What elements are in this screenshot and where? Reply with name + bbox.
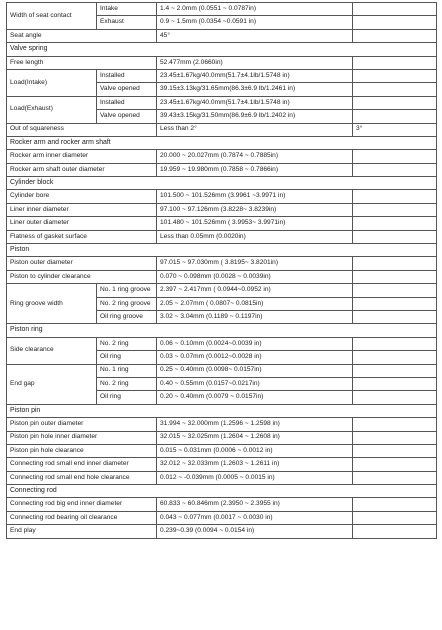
item-cell: Piston pin outer diameter [7,418,157,431]
value-cell: 97.015 ~ 97.030mm ( 3.8195~ 3.8201in) [157,257,353,270]
sub-item-cell: Installed [97,69,157,82]
value-cell: 39.15±3.13kg/31.65mm(86.3±6.9 lb/1.2461 in) [157,83,353,96]
limit-cell [353,83,437,96]
item-cell: Piston pin hole inner diameter [7,431,157,444]
section-header: Piston [7,244,437,257]
value-cell: 0.043 ~ 0.077mm (0.0017 ~ 0.0030 in) [157,511,353,524]
value-cell: 1.4 ~ 2.0mm (0.0551 ~ 0.0787in) [157,3,353,16]
limit-cell [353,525,437,538]
limit-cell [353,56,437,69]
item-cell: Flatness of gasket surface [7,230,157,243]
table-row [7,257,437,270]
item-cell: Width of seat contact [7,3,97,30]
table-row [7,498,437,511]
limit-cell [353,310,437,323]
limit-cell [353,391,437,404]
limit-cell [353,444,437,457]
limit-cell [353,377,437,390]
value-cell: 101.500 ~ 101.526mm (3.9961 ~3.9971 in) [157,190,353,203]
section-header: Piston ring [7,324,437,337]
value-cell: Less than 2° [157,123,353,136]
table-row [7,217,437,230]
table-row [7,444,437,457]
table-row [7,364,437,377]
sub-item-cell: No. 1 ring [97,364,157,377]
table-row [7,230,437,243]
section-header-row [7,485,437,498]
section-header-row [7,43,437,56]
table-row [7,471,437,484]
section-header: Piston pin [7,404,437,417]
section-header-row [7,177,437,190]
sub-item-cell: Oil ring [97,351,157,364]
sub-item-cell: No. 2 ring [97,377,157,390]
value-cell: 52.477mm (2.0660in) [157,56,353,69]
table-row [7,123,437,136]
value-cell: 39.43±3.15kg/31.50mm(86.9±6.9 lb/1.2402 in) [157,110,353,123]
section-header-row [7,136,437,149]
table-row [7,511,437,524]
table-row [7,270,437,283]
item-cell: Free length [7,56,157,69]
section-header: Valve spring [7,43,437,56]
value-cell: 101.480 ~ 101.526mm ( 3.9953~ 3.9971in) [157,217,353,230]
value-cell: 32.015 ~ 32.025mm (1.2604 ~ 1.2608 in) [157,431,353,444]
item-cell: Seat angle [7,29,157,42]
limit-cell [353,217,437,230]
item-cell: Ring groove width [7,284,97,324]
limit-cell [353,511,437,524]
table-row [7,203,437,216]
sub-item-cell: Installed [97,96,157,109]
table-row [7,284,437,297]
item-cell: End gap [7,364,97,404]
limit-cell [353,351,437,364]
item-cell: Connecting rod big end inner diameter [7,498,157,511]
item-cell: End play [7,525,157,538]
limit-cell [353,150,437,163]
value-cell: 23.45±1.67kg/40.0mm(51.7±4.1lb/1.5748 in) [157,69,353,82]
limit-cell [353,297,437,310]
limit-cell [353,3,437,16]
value-cell: 20.000 ~ 20.027mm (0.7874 ~ 0.7885in) [157,150,353,163]
item-cell: Cylinder bore [7,190,157,203]
limit-cell [353,257,437,270]
value-cell: 97.100 ~ 97.126mm (3.8228~ 3.8239in) [157,203,353,216]
item-cell: Load(Intake) [7,69,97,96]
limit-cell [353,16,437,29]
value-cell: 60.833 ~ 60.846mm (2.3950 ~ 2.3955 in) [157,498,353,511]
item-cell: Piston to cylinder clearance [7,270,157,283]
sub-item-cell: Oil ring groove [97,310,157,323]
table-row [7,163,437,176]
table-row [7,418,437,431]
sub-item-cell: Valve opened [97,110,157,123]
sub-item-cell: Valve opened [97,83,157,96]
specification-table [6,2,437,539]
item-cell: Piston pin hole clearance [7,444,157,457]
table-row [7,29,437,42]
limit-cell [353,471,437,484]
limit-cell [353,29,437,42]
sub-item-cell: No. 2 ring groove [97,297,157,310]
item-cell: Side clearance [7,337,97,364]
value-cell: 31.994 ~ 32.000mm (1.2596 ~ 1.2598 in) [157,418,353,431]
value-cell: 0.9 ~ 1.5mm (0.0354 ~0.0591 in) [157,16,353,29]
limit-cell [353,190,437,203]
section-header-row [7,324,437,337]
value-cell: 32.012 ~ 32.033mm (1.2603 ~ 1.2611 in) [157,458,353,471]
limit-cell [353,364,437,377]
section-header-row [7,404,437,417]
table-row [7,458,437,471]
table-row [7,190,437,203]
table-row [7,525,437,538]
limit-cell [353,110,437,123]
limit-cell: 3° [353,123,437,136]
limit-cell [353,337,437,350]
value-cell: 19.959 ~ 19.980mm (0.7858 ~ 0.7866in) [157,163,353,176]
section-header: Cylinder block [7,177,437,190]
section-header: Rocker arm and rocker arm shaft [7,136,437,149]
section-header: Connecting rod [7,485,437,498]
table-row [7,56,437,69]
item-cell: Piston outer diameter [7,257,157,270]
value-cell: 0.239~0.39 (0.0094 ~ 0.0154 in) [157,525,353,538]
item-cell: Rocker arm shaft outer diameter [7,163,157,176]
item-cell: Connecting rod bearing oil clearance [7,511,157,524]
table-row [7,337,437,350]
table-row [7,150,437,163]
limit-cell [353,203,437,216]
sub-item-cell: No. 2 ring [97,337,157,350]
limit-cell [353,270,437,283]
section-header-row [7,244,437,257]
value-cell: 0.015 ~ 0.031mm (0.0006 ~ 0.0012 in) [157,444,353,457]
value-cell: 0.070 ~ 0.098mm (0.0028 ~ 0.0039in) [157,270,353,283]
item-cell: Out of squareness [7,123,157,136]
limit-cell [353,431,437,444]
value-cell: 2.397 ~ 2.417mm ( 0.0944~0.0952 in) [157,284,353,297]
limit-cell [353,96,437,109]
sub-item-cell: Intake [97,3,157,16]
limit-cell [353,230,437,243]
limit-cell [353,284,437,297]
value-cell: 0.25 ~ 0.40mm (0.0098~ 0.0157in) [157,364,353,377]
limit-cell [353,418,437,431]
value-cell: 45° [157,29,353,42]
value-cell: 23.45±1.67kg/40.0mm(51.7±4.1lb/1.5748 in) [157,96,353,109]
value-cell: 0.06 ~ 0.10mm (0.0024~0.0039 in) [157,337,353,350]
sub-item-cell: Oil ring [97,391,157,404]
item-cell: Rocker arm inner diameter [7,150,157,163]
spec-sheet [6,2,436,539]
table-row [7,3,437,16]
table-row [7,431,437,444]
value-cell: 2.05 ~ 2.07mm ( 0.0807~ 0.0815in) [157,297,353,310]
item-cell: Connecting rod small end inner diameter [7,458,157,471]
sub-item-cell: Exhaust [97,16,157,29]
limit-cell [353,458,437,471]
limit-cell [353,498,437,511]
item-cell: Connecting rod small end hole clearance [7,471,157,484]
value-cell: 0.03 ~ 0.07mm (0.0012~0.0028 in) [157,351,353,364]
item-cell: Liner outer diameter [7,217,157,230]
value-cell: 0.012 ~ -0.039mm (0.0005 ~ 0.0015 in) [157,471,353,484]
item-cell: Load(Exhaust) [7,96,97,123]
value-cell: 0.40 ~ 0.55mm (0.0157~0.0217in) [157,377,353,390]
sub-item-cell: No. 1 ring groove [97,284,157,297]
table-row [7,69,437,82]
limit-cell [353,163,437,176]
table-row [7,96,437,109]
value-cell: 0.20 ~ 0.40mm (0.0079 ~ 0.0157in) [157,391,353,404]
value-cell: 3.02 ~ 3.04mm (0.1189 ~ 0.1197in) [157,310,353,323]
limit-cell [353,69,437,82]
item-cell: Liner inner diameter [7,203,157,216]
value-cell: Less than 0.05mm (0.0020in) [157,230,353,243]
